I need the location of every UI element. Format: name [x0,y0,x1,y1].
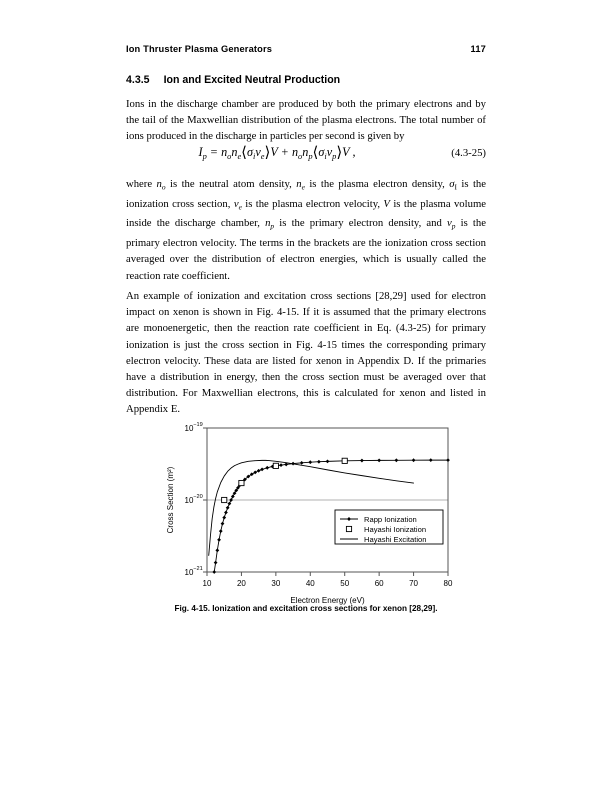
rapp-data-point [360,459,364,463]
paragraph-intro: Ions in the discharge chamber are produced by both the primary electrons and by the tail of the Maxwellian distribution of the plasma electrons. The total number of ions produced in the discharge in particles per second is given by [126,98,486,143]
x-tick-label: 50 [340,579,350,588]
def-text-2: is the neutral atom density, [165,178,297,190]
rapp-data-point [233,491,237,495]
paragraph-definitions [126,176,486,284]
running-head [126,44,486,54]
rapp-data-point [446,458,450,462]
equation-number: (4.3-25) [451,147,486,159]
def-text-7: is the primary electron density, and [274,217,448,230]
y-tick-exponent: −21 [193,566,203,572]
rapp-data-point [253,470,257,474]
y-tick-label: 10 [184,496,194,505]
x-tick-label: 30 [271,579,281,588]
running-head-title: Ion Thruster Plasma Generators [126,44,273,54]
page-number: 117 [470,44,486,54]
section-title: Ion and Excited Neutral Production [163,74,341,86]
figure-caption: Fig. 4-15. Ionization and excitation cross sections for xenon [28,29]. [174,604,438,613]
legend-label: Hayashi Ionization [364,524,427,534]
rapp-data-point [212,570,216,574]
x-tick-label: 10 [202,579,212,588]
legend-label: Hayashi Excitation [364,534,427,544]
var-sigma: σ [449,178,455,190]
rapp-data-point [291,462,295,466]
equation-4-3-25 [126,143,486,162]
x-tick-label: 20 [236,579,246,588]
var-ve-sub: e [238,202,242,212]
y-tick-label: 10 [184,568,194,577]
hayashi-ionization-data-point [273,463,278,468]
x-axis-title: Electron Energy (eV) [290,596,365,605]
rapp-data-point [279,463,283,467]
var-np: n [265,217,271,230]
legend-swatch-square [346,526,351,531]
figure-4-15 [160,418,460,633]
x-tick-label: 60 [374,579,384,588]
section-number: 4.3.5 [126,74,150,86]
var-sigma-sub: I [454,182,457,192]
rapp-data-point [224,511,228,515]
y-tick-exponent: −20 [193,494,203,500]
rapp-data-point [214,561,218,565]
rapp-data-point [231,495,235,499]
rapp-data-point [394,458,398,462]
cross-section-chart [160,418,460,633]
def-text-4: is the ionization cross section, [126,178,487,210]
x-tick-label: 80 [443,579,453,588]
rapp-data-point [257,469,261,473]
rapp-data-point [229,498,233,502]
hayashi-ionization-data-point [342,458,347,463]
rapp-data-point [429,458,433,462]
rapp-data-point [227,502,231,506]
var-ne: n [296,178,302,190]
rapp-data-point [219,529,223,533]
rapp-data-point [260,468,264,472]
rapp-data-point [226,506,230,510]
rapp-data-point [326,459,330,463]
hayashi-ionization-data-point [222,497,227,502]
rapp-data-point [265,466,269,470]
rapp-data-point [308,460,312,464]
var-vp-sub: p [451,221,456,231]
legend-label: Rapp Ionization [364,514,417,524]
y-tick-label: 10 [184,424,194,433]
rapp-data-point [217,538,221,542]
equation-body: $I_p$ = $n_on_e⟨\sigma_iv_e⟩V$ + $n_on_p⟨\sigma_iv_p⟩V$ , [198,145,356,161]
x-tick-label: 40 [305,579,315,588]
rapp-data-point [215,548,219,552]
rapp-data-point [317,460,321,464]
def-text-3: is the plasma electron density, [304,178,450,190]
def-text-6: is the plasma volume inside the discharge chamber, [126,197,487,230]
def-text-1: where [126,178,157,190]
var-np-sub: p [270,221,275,231]
hayashi-ionization-data-point [239,480,244,485]
y-axis-title: Cross Section (m²) [166,466,175,534]
var-ne-sub: e [301,182,305,192]
rapp-data-point [412,458,416,462]
paragraph-example: An example of ionization and excitation cross sections [28,29] used for electron impact on xenon is shown in Fig. 4-15. If it is assumed that the primary electrons are monoenergetic, then the reaction rate coefficient in Eq. (4.3-25) for primary ionization is just the cross section in Fig. 4-15 times the corresponding primary electron velocity. These data are listed for xenon in Appendix D. If the primaries have a distribution in energy, then the cross section must be averaged over that distribution. For Maxwellian electrons, this is calculated for xenon and listed in Appendix E. [126,290,486,416]
var-no-sub: o [161,182,166,192]
def-text-8: is the primary electron velocity. The terms in the brackets are the ionization cross section averaged over the distribution of electron energies, which is usually called the reaction rate coefficient. [126,217,486,282]
rapp-data-point [300,461,304,465]
var-ve: v [233,197,239,210]
y-tick-exponent: −19 [193,422,203,428]
rapp-data-point [377,458,381,462]
rapp-data-point [221,522,225,526]
var-vp: v [447,217,452,230]
rapp-data-point [222,516,226,520]
def-text-5: is the plasma electron velocity, [241,197,384,210]
var-no: n [156,178,162,190]
x-tick-label: 70 [409,579,419,588]
var-V: V [383,197,390,210]
section-heading [126,74,340,86]
